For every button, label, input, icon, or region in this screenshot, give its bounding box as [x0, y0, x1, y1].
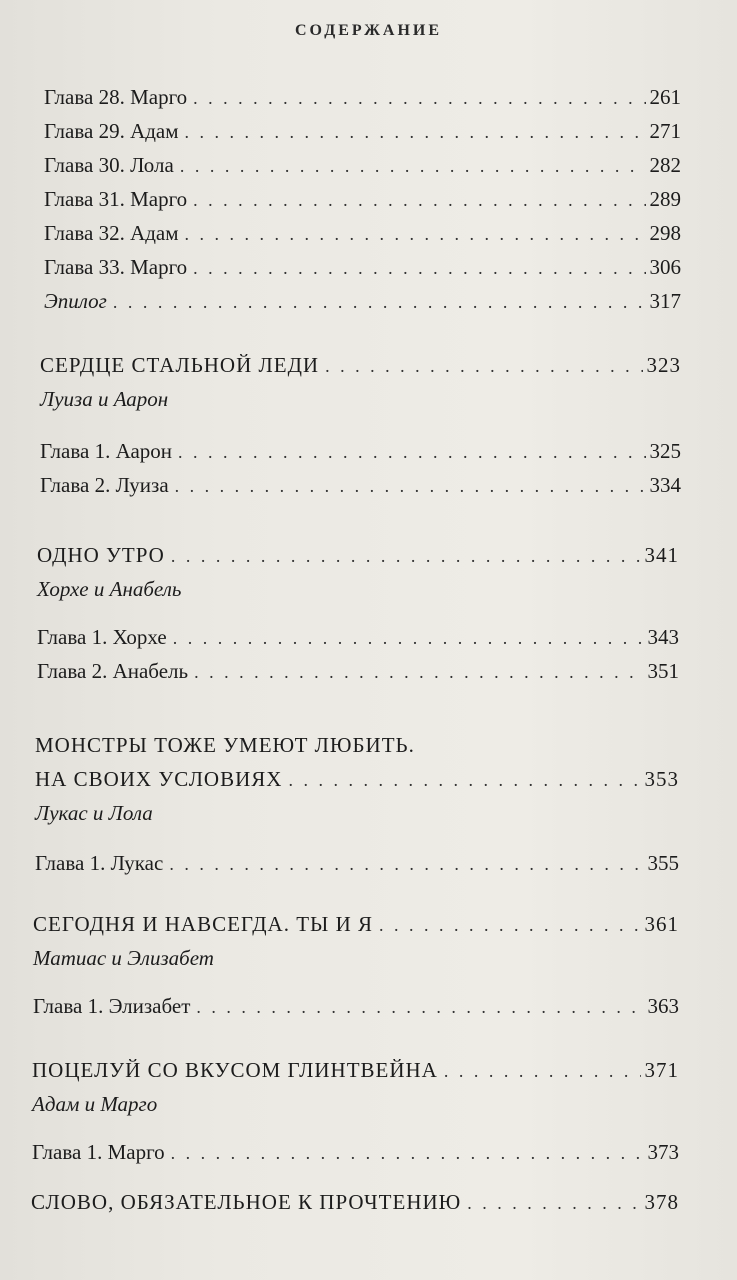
toc-entry[interactable]: Глава 1. Элизабет . . . 363 [33, 989, 679, 1023]
leader-dots [113, 285, 646, 319]
leader-dots [288, 763, 640, 797]
section-title[interactable]: НА СВОИХ УСЛОВИЯХ . . . 353 [35, 762, 679, 796]
section-subtitle: Матиас и Элизабет [33, 946, 214, 970]
leader-dots [196, 990, 643, 1024]
toc-entry[interactable]: Глава 1. Лукас . . . 355 [35, 846, 679, 880]
page-number: 282 [649, 153, 681, 177]
table-of-contents [0, 80, 737, 1219]
page-number: 373 [647, 1140, 679, 1164]
leader-dots [193, 251, 645, 285]
page-number: 361 [644, 912, 679, 936]
leader-dots [194, 655, 643, 689]
leader-dots [325, 349, 642, 383]
page-number: 355 [647, 851, 679, 875]
section-title[interactable]: СЛОВО, ОБЯЗАТЕЛЬНОЕ К ПРОЧТЕНИЮ . . . 378 [31, 1185, 679, 1219]
page-number: 343 [647, 625, 679, 649]
page-number: 317 [649, 289, 681, 313]
section-subtitle: Луиза и Аарон [40, 387, 169, 411]
section-title-line1: МОНСТРЫ ТОЖЕ УМЕЮТ ЛЮБИТЬ. [35, 733, 415, 757]
section-title[interactable]: ОДНО УТРО . . . 341 [37, 538, 679, 572]
page-number: 325 [649, 439, 681, 463]
toc-entry[interactable]: Глава 31. Марго . . . 289 [44, 182, 681, 216]
page-number: 353 [644, 767, 679, 791]
page-number: 378 [644, 1190, 679, 1214]
leader-dots [178, 435, 645, 469]
page-number: 371 [644, 1058, 679, 1082]
section-subtitle: Лукас и Лола [35, 801, 153, 825]
leader-dots [171, 539, 641, 573]
page-number: 341 [644, 543, 679, 567]
section-title[interactable]: ПОЦЕЛУЙ СО ВКУСОМ ГЛИНТВЕЙНА . . . 371 [32, 1053, 679, 1087]
toc-entry[interactable]: Глава 1. Хорхе . . . 343 [37, 620, 679, 654]
leader-dots [173, 621, 644, 655]
toc-entry[interactable]: Глава 2. Анабель . . . 351 [37, 654, 679, 688]
section-subtitle: Хорхе и Анабель [37, 577, 182, 601]
page-number: 289 [649, 187, 681, 211]
leader-dots [169, 847, 643, 881]
leader-dots [175, 469, 646, 503]
leader-dots [185, 115, 646, 149]
section-title[interactable]: СЕГОДНЯ И НАВСЕГДА. ТЫ И Я . . . 361 [33, 907, 679, 941]
toc-entry[interactable]: Глава 29. Адам . . . 271 [44, 114, 681, 148]
toc-entry[interactable]: Глава 2. Луиза . . . 334 [40, 468, 681, 502]
page-number: 363 [647, 994, 679, 1018]
toc-entry-epilogue[interactable]: Эпилог . . . 317 [44, 284, 681, 318]
leader-dots [444, 1054, 641, 1088]
toc-entry[interactable]: Глава 28. Марго . . . 261 [44, 80, 681, 114]
page-number: 298 [649, 221, 681, 245]
toc-entry[interactable]: Глава 30. Лола . . . 282 [44, 148, 681, 182]
toc-entry[interactable]: Глава 32. Адам . . . 298 [44, 216, 681, 250]
toc-entry[interactable]: Глава 33. Марго . . . 306 [44, 250, 681, 284]
page-number: 271 [649, 119, 681, 143]
toc-entry[interactable]: Глава 1. Аарон . . . 325 [40, 434, 681, 468]
leader-dots [193, 183, 645, 217]
page-header: СОДЕРЖАНИЕ [294, 22, 443, 39]
leader-dots [467, 1186, 640, 1220]
page-number: 351 [647, 659, 679, 683]
page-number: 323 [646, 353, 681, 377]
section-title[interactable]: СЕРДЦЕ СТАЛЬНОЙ ЛЕДИ . . . 323 [40, 348, 681, 382]
leader-dots [379, 908, 640, 942]
page-number: 261 [649, 85, 681, 109]
section-subtitle: Адам и Марго [32, 1092, 158, 1116]
leader-dots [171, 1136, 644, 1170]
page-number: 334 [649, 473, 681, 497]
leader-dots [193, 81, 645, 115]
leader-dots [185, 217, 646, 251]
leader-dots [180, 149, 646, 183]
toc-entry[interactable]: Глава 1. Марго . . . 373 [32, 1135, 679, 1169]
page-number: 306 [649, 255, 681, 279]
